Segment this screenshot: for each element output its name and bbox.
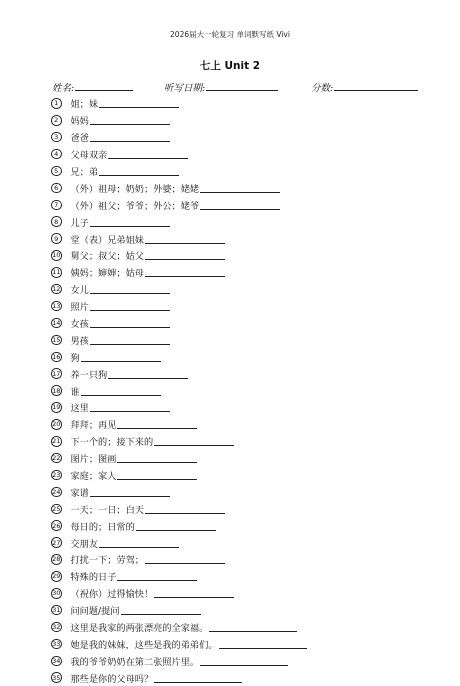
- date-blank[interactable]: [206, 81, 278, 91]
- item-number: 14: [52, 319, 61, 328]
- item-text: 家庭；家人: [70, 471, 117, 483]
- item-text: 谁: [70, 386, 80, 398]
- list-item: [51, 315, 431, 332]
- list-item: [51, 585, 431, 602]
- item-text: 养一只狗: [70, 369, 108, 381]
- list-item: [51, 382, 431, 399]
- list-item: [51, 483, 431, 500]
- answer-blank[interactable]: [108, 149, 188, 159]
- item-number: 33: [52, 639, 61, 648]
- answer-blank[interactable]: [145, 234, 225, 244]
- item-number: 15: [52, 335, 61, 344]
- answer-blank[interactable]: [117, 453, 197, 463]
- item-text: 狗: [70, 352, 80, 364]
- list-item: [51, 213, 431, 230]
- item-number: 7: [51, 200, 62, 211]
- answer-blank[interactable]: [99, 166, 179, 176]
- item-text: 照片: [70, 302, 89, 314]
- answer-blank[interactable]: [117, 419, 197, 429]
- date-label: 听写日期:: [164, 83, 206, 94]
- list-item: [51, 146, 431, 163]
- list-item: [51, 399, 431, 416]
- item-number: 25: [52, 504, 61, 513]
- item-number: 21: [52, 437, 61, 446]
- item-text: 下一个的；接下来的: [70, 437, 154, 449]
- item-text: 她是我的妹妹，这些是我的弟弟们。: [70, 639, 218, 651]
- item-text: 那些是你的父母吗？: [70, 673, 154, 685]
- list-item: [51, 281, 431, 298]
- item-number: 26: [52, 521, 61, 530]
- item-number: 6: [51, 183, 62, 194]
- item-number: 23: [52, 471, 61, 480]
- name-field: [52, 80, 133, 94]
- answer-blank[interactable]: [117, 470, 197, 480]
- list-item: [51, 467, 431, 484]
- page-header: 2026届大一轮复习 单词默写纸 Vivi: [170, 30, 290, 39]
- item-number: 22: [52, 454, 61, 463]
- answer-blank[interactable]: [99, 538, 179, 548]
- list-item: [51, 348, 431, 365]
- info-row: [52, 80, 432, 94]
- item-number: 32: [52, 623, 61, 632]
- answer-blank[interactable]: [145, 554, 225, 564]
- list-item: [51, 298, 431, 315]
- item-text: 姨妈；婶婶；姑母: [70, 268, 144, 280]
- item-text: 妈妈: [70, 116, 89, 128]
- item-number: 11: [52, 268, 61, 277]
- item-text: 儿子: [70, 217, 89, 229]
- answer-blank[interactable]: [90, 132, 170, 142]
- item-number: 30: [52, 589, 61, 598]
- item-text: 家谱: [70, 487, 89, 499]
- item-text: 爸爸: [70, 133, 89, 145]
- score-label: 分数:: [311, 83, 334, 94]
- item-number: 1: [51, 98, 62, 109]
- item-text: 拜拜；再见: [70, 420, 117, 432]
- answer-blank[interactable]: [90, 217, 170, 227]
- item-text: 女孩: [70, 319, 89, 331]
- item-text: 堂（表）兄弟姐妹: [70, 234, 144, 246]
- item-number: 18: [52, 386, 61, 395]
- item-number: 27: [52, 538, 61, 547]
- list-item: [51, 196, 431, 213]
- list-item: [51, 500, 431, 517]
- item-number: 12: [52, 285, 61, 294]
- answer-blank[interactable]: [117, 571, 197, 581]
- list-item: [51, 551, 431, 568]
- item-number: 17: [52, 369, 61, 378]
- answer-blank[interactable]: [145, 267, 225, 277]
- item-number: 19: [52, 403, 61, 412]
- item-text: 图片；图画: [70, 454, 117, 466]
- answer-blank[interactable]: [90, 402, 170, 412]
- item-number: 9: [51, 233, 62, 244]
- list-item: [51, 534, 431, 551]
- answer-blank[interactable]: [154, 436, 234, 446]
- answer-blank[interactable]: [81, 352, 161, 362]
- list-item: [51, 416, 431, 433]
- item-number: 4: [51, 149, 62, 160]
- item-number: 35: [52, 673, 61, 682]
- list-item: [51, 602, 431, 619]
- answer-blank[interactable]: [108, 369, 188, 379]
- item-text: 问问题/提问: [70, 606, 120, 618]
- answer-blank[interactable]: [154, 673, 242, 683]
- item-number: 2: [51, 115, 62, 126]
- list-item: [51, 264, 431, 281]
- list-item: [51, 129, 431, 146]
- item-number: 29: [52, 572, 61, 581]
- list-item: [51, 230, 431, 247]
- list-item: [51, 568, 431, 585]
- item-number: 28: [52, 555, 61, 564]
- item-number: 34: [52, 656, 61, 665]
- answer-blank[interactable]: [200, 656, 288, 666]
- answer-blank[interactable]: [200, 200, 280, 210]
- item-text: 父母双亲: [70, 150, 108, 162]
- answer-blank[interactable]: [209, 622, 297, 632]
- item-text: 交朋友: [70, 538, 99, 550]
- item-text: （祝你）过得愉快！: [70, 589, 154, 601]
- answer-blank[interactable]: [145, 504, 225, 514]
- list-item: [51, 652, 431, 669]
- item-text: （外）祖父；爷爷；外公；姥爷: [70, 200, 200, 212]
- item-text: 我的爷爷奶奶在第二张照片里。: [70, 656, 200, 668]
- item-text: 姐；妹: [70, 99, 99, 111]
- answer-blank[interactable]: [90, 284, 170, 294]
- answer-blank[interactable]: [145, 250, 225, 260]
- list-item: [51, 331, 431, 348]
- answer-blank[interactable]: [81, 386, 161, 396]
- list-item: [51, 112, 431, 129]
- score-field: [311, 80, 418, 94]
- answer-blank[interactable]: [90, 487, 170, 497]
- item-text: 兄；弟: [70, 167, 99, 178]
- name-blank[interactable]: [75, 81, 133, 91]
- item-number: 16: [52, 352, 61, 361]
- list-item: [51, 517, 431, 534]
- item-text: 打扰一下；劳驾；: [70, 555, 144, 567]
- list-item: [51, 619, 431, 636]
- score-blank[interactable]: [334, 81, 418, 91]
- item-text: 舅父；叔父；姑父: [70, 251, 144, 263]
- answer-blank[interactable]: [90, 115, 170, 125]
- answer-blank[interactable]: [121, 605, 201, 615]
- answer-blank[interactable]: [219, 639, 307, 649]
- item-text: 一天；一日；白天: [70, 504, 144, 516]
- list-item: [51, 163, 431, 180]
- item-number: 20: [52, 420, 61, 429]
- item-text: 这里: [70, 403, 89, 415]
- item-text: （外）祖母；奶奶；外婆；姥姥: [70, 183, 200, 195]
- list-item: [51, 636, 431, 653]
- list-item: [51, 95, 431, 112]
- item-number: 5: [51, 166, 62, 177]
- name-label: 姓名:: [52, 83, 75, 94]
- item-number: 31: [52, 606, 61, 615]
- item-number: 10: [52, 251, 61, 260]
- item-text: 每日的；日常的: [70, 521, 135, 533]
- vocabulary-list: [51, 95, 431, 686]
- answer-blank[interactable]: [90, 335, 170, 345]
- answer-blank[interactable]: [200, 183, 280, 193]
- item-number: 8: [51, 216, 62, 227]
- page-title: 七上 Unit 2: [199, 60, 261, 72]
- list-item: [51, 433, 431, 450]
- answer-blank[interactable]: [90, 301, 170, 311]
- item-text: 女儿: [70, 285, 89, 297]
- list-item: [51, 365, 431, 382]
- item-number: 3: [51, 132, 62, 143]
- list-item: [51, 247, 431, 264]
- item-number: 13: [52, 302, 61, 311]
- answer-blank[interactable]: [136, 521, 216, 531]
- answer-blank[interactable]: [154, 588, 234, 598]
- answer-blank[interactable]: [90, 318, 170, 328]
- list-item: [51, 669, 431, 686]
- answer-blank[interactable]: [99, 98, 179, 108]
- date-field: [164, 80, 278, 94]
- item-text: 这里是我家的两张漂亮的全家福。: [70, 623, 209, 635]
- item-text: 特殊的日子: [70, 572, 117, 584]
- item-number: 24: [52, 487, 61, 496]
- list-item: [51, 179, 431, 196]
- list-item: [51, 450, 431, 467]
- item-text: 男孩: [70, 335, 89, 347]
